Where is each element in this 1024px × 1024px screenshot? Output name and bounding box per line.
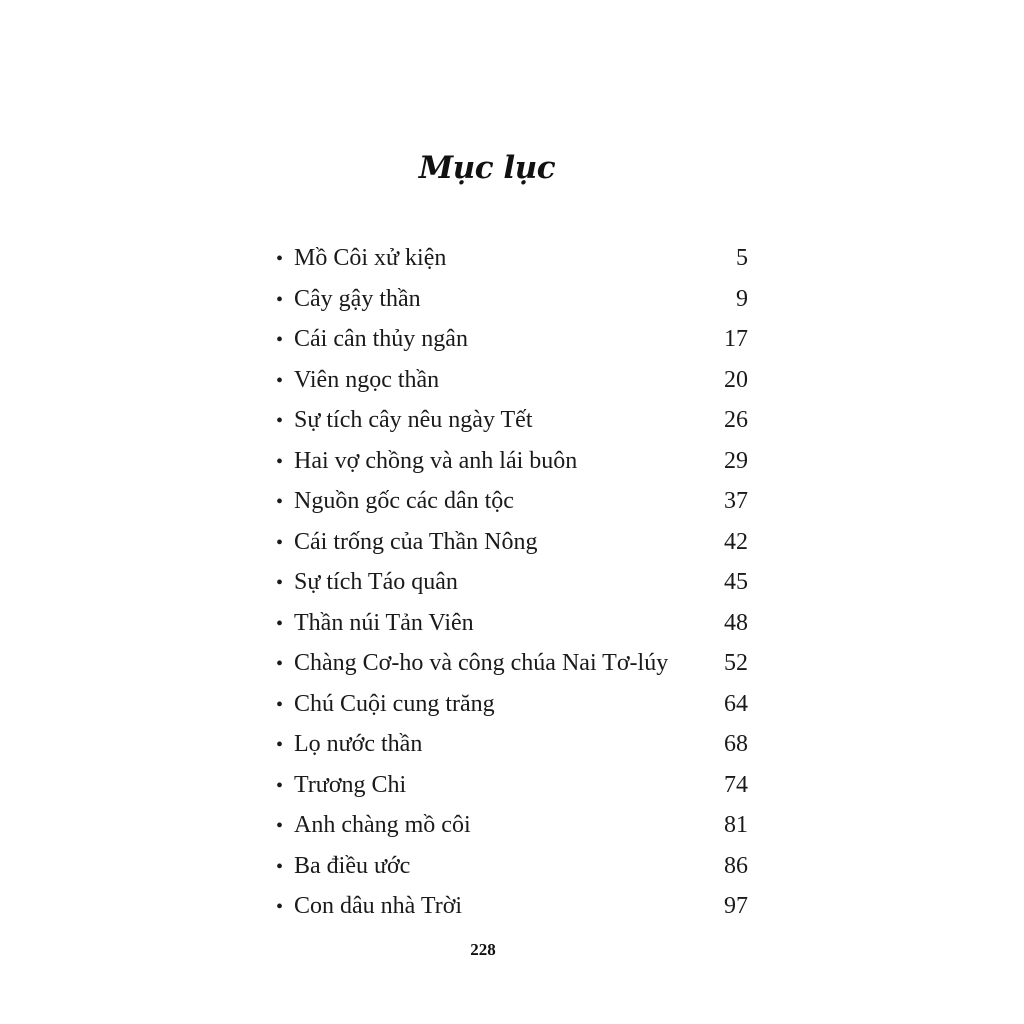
toc-entry-title: Trương Chi (294, 771, 407, 798)
bullet-icon: • (276, 329, 284, 351)
toc-entry (276, 603, 748, 644)
bullet-icon: • (276, 410, 284, 432)
toc-entry-title: Mồ Côi xử kiện (294, 245, 447, 271)
bullet-icon: • (276, 815, 284, 837)
toc-entry-title: Anh chàng mồ côi (294, 812, 471, 838)
toc-entry-page-number: 26 (724, 407, 748, 433)
toc-entry-title: Thần núi Tản Viên (294, 609, 474, 636)
toc-entry-title: Cây gậy thần (294, 285, 421, 312)
bullet-icon: • (276, 653, 284, 675)
toc-entry-title: Cái trống của Thần Nông (294, 528, 538, 555)
toc-entry-title: Lọ nước thần (294, 731, 423, 757)
toc-entry (276, 805, 748, 846)
page-title: Mục lục (418, 150, 556, 186)
toc-entry-page-number: 48 (724, 609, 748, 636)
bullet-icon: • (276, 896, 284, 918)
bullet-icon: • (276, 531, 284, 554)
toc-entry-title: Hai vợ chồng và anh lái buôn (294, 447, 578, 474)
bullet-icon: • (276, 693, 284, 716)
toc-entry-page-number: 37 (724, 488, 748, 514)
bullet-icon: • (276, 855, 284, 878)
toc-entry-page-number: 29 (724, 447, 748, 474)
table-of-contents (276, 238, 748, 927)
toc-entry (276, 846, 748, 887)
toc-entry-page-number: 45 (724, 569, 748, 595)
bullet-icon: • (276, 450, 284, 473)
bullet-icon: • (276, 612, 284, 635)
toc-entry-title: Cái cân thủy ngân (294, 326, 468, 352)
toc-entry-page-number: 42 (724, 528, 748, 555)
toc-entry-title: Nguồn gốc các dân tộc (294, 488, 514, 514)
bullet-icon: • (276, 734, 284, 756)
toc-entry-page-number: 74 (724, 771, 748, 798)
toc-entry (276, 400, 748, 441)
bullet-icon: • (276, 491, 284, 513)
toc-entry (276, 684, 748, 725)
toc-entry-page-number: 5 (736, 245, 748, 271)
bullet-icon: • (276, 572, 284, 594)
toc-entry (276, 481, 748, 522)
toc-entry (276, 562, 748, 603)
footer-page-number: 228 (470, 940, 496, 959)
bullet-icon: • (276, 774, 284, 797)
bullet-icon: • (276, 369, 284, 392)
toc-entry (276, 886, 748, 927)
toc-entry-page-number: 52 (724, 650, 748, 676)
toc-entry (276, 360, 748, 401)
toc-entry-title: Sự tích Táo quân (294, 569, 458, 595)
toc-entry-title: Ba điều ước (294, 852, 411, 879)
toc-entry-page-number: 64 (724, 690, 748, 717)
toc-entry (276, 441, 748, 482)
toc-entry-page-number: 17 (724, 326, 748, 352)
toc-entry-title: Viên ngọc thần (294, 366, 440, 393)
bullet-icon: • (276, 248, 284, 270)
toc-entry (276, 724, 748, 765)
toc-entry (276, 522, 748, 563)
toc-entry (276, 319, 748, 360)
toc-entry-page-number: 86 (724, 852, 748, 879)
toc-entry (276, 765, 748, 806)
toc-entry (276, 279, 748, 320)
toc-entry-page-number: 68 (724, 731, 748, 757)
toc-entry-page-number: 97 (724, 893, 748, 919)
toc-entry-title: Chàng Cơ-ho và công chúa Nai Tơ-lúy (294, 650, 669, 676)
toc-entry-title: Sự tích cây nêu ngày Tết (294, 407, 533, 433)
toc-entry-page-number: 20 (724, 366, 748, 393)
toc-entry (276, 238, 748, 279)
toc-entry-title: Con dâu nhà Trời (294, 893, 463, 919)
toc-entry (276, 643, 748, 684)
bullet-icon: • (276, 288, 284, 311)
toc-entry-page-number: 81 (724, 812, 748, 838)
toc-entry-title: Chú Cuội cung trăng (294, 690, 495, 717)
toc-entry-page-number: 9 (736, 285, 748, 312)
